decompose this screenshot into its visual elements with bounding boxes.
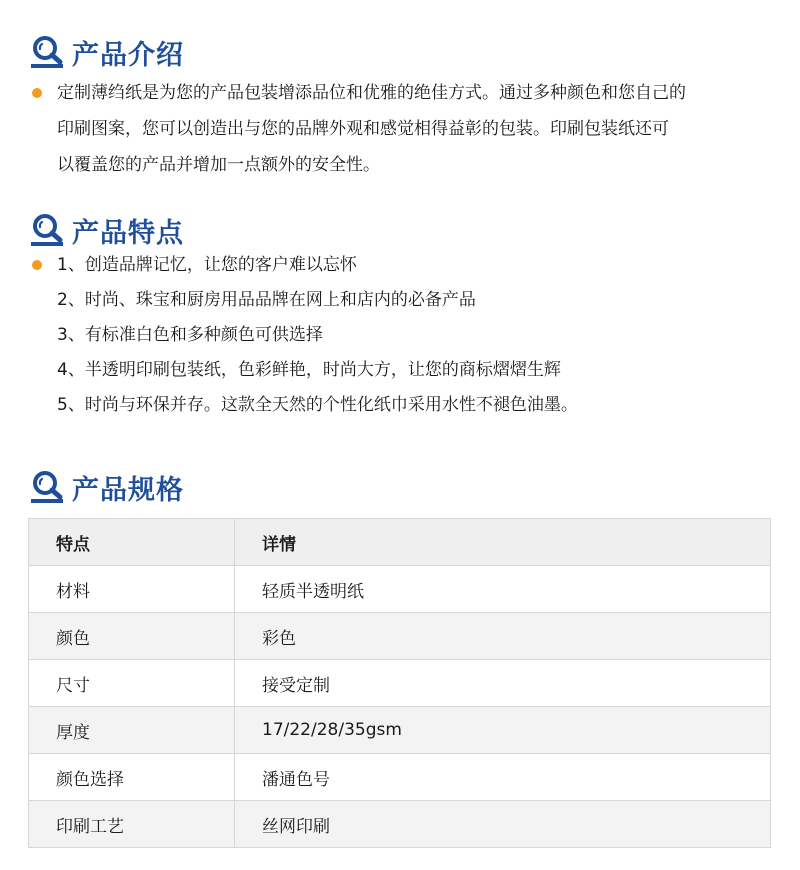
intro-line-1: 定制薄绉纸是为您的产品包装增添品位和优雅的绝佳方式。通过多种颜色和您自己的 — [57, 83, 686, 103]
table-cell-value: 丝网印刷 — [235, 801, 771, 848]
list-item: 5、时尚与环保并存。这款全天然的个性化纸巾采用水性不褪色油墨。 — [57, 395, 578, 415]
features-list — [30, 248, 790, 423]
table-cell-key: 印刷工艺 — [29, 801, 235, 848]
specs-table — [28, 518, 771, 848]
intro-paragraph — [30, 75, 790, 183]
magnifier-icon — [30, 213, 64, 247]
table-cell-value: 彩色 — [235, 613, 771, 660]
table-cell-key: 厚度 — [29, 707, 235, 754]
bullet-dot — [32, 260, 42, 270]
table-cell-key: 尺寸 — [29, 660, 235, 707]
table-cell-value: 轻质半透明纸 — [235, 566, 771, 613]
list-item: 2、时尚、珠宝和厨房用品品牌在网上和店内的必备产品 — [57, 290, 476, 310]
table-header-cell: 详情 — [235, 519, 771, 566]
intro-line-3: 以覆盖您的产品并增加一点额外的安全性。 — [57, 155, 380, 175]
table-row — [29, 660, 771, 707]
table-cell-value: 17/22/28/35gsm — [235, 707, 771, 754]
bullet-dot — [32, 88, 42, 98]
specs-title: 产品规格 — [72, 474, 184, 506]
table-cell-key: 材料 — [29, 566, 235, 613]
specs-heading — [30, 467, 184, 507]
magnifier-icon — [30, 35, 64, 69]
table-cell-key: 颜色选择 — [29, 754, 235, 801]
list-item: 1、创造品牌记忆，让您的客户难以忘怀 — [30, 248, 790, 283]
intro-line-2: 印刷图案，您可以创造出与您的品牌外观和感觉相得益彰的包装。印刷包装纸还可 — [57, 119, 669, 139]
intro-title: 产品介绍 — [72, 39, 184, 71]
features-title: 产品特点 — [72, 217, 184, 249]
table-row — [29, 754, 771, 801]
table-row — [29, 613, 771, 660]
features-heading — [30, 210, 184, 250]
table-cell-key: 颜色 — [29, 613, 235, 660]
table-row — [29, 801, 771, 848]
intro-heading — [30, 32, 184, 72]
table-cell-value: 潘通色号 — [235, 754, 771, 801]
magnifier-icon — [30, 470, 64, 504]
table-header-row — [29, 519, 771, 566]
list-item: 3、有标准白色和多种颜色可供选择 — [57, 325, 323, 345]
table-row — [29, 566, 771, 613]
table-header-cell: 特点 — [29, 519, 235, 566]
table-cell-value: 接受定制 — [235, 660, 771, 707]
list-item: 4、半透明印刷包装纸，色彩鲜艳，时尚大方，让您的商标熠熠生辉 — [57, 360, 561, 380]
table-row — [29, 707, 771, 754]
